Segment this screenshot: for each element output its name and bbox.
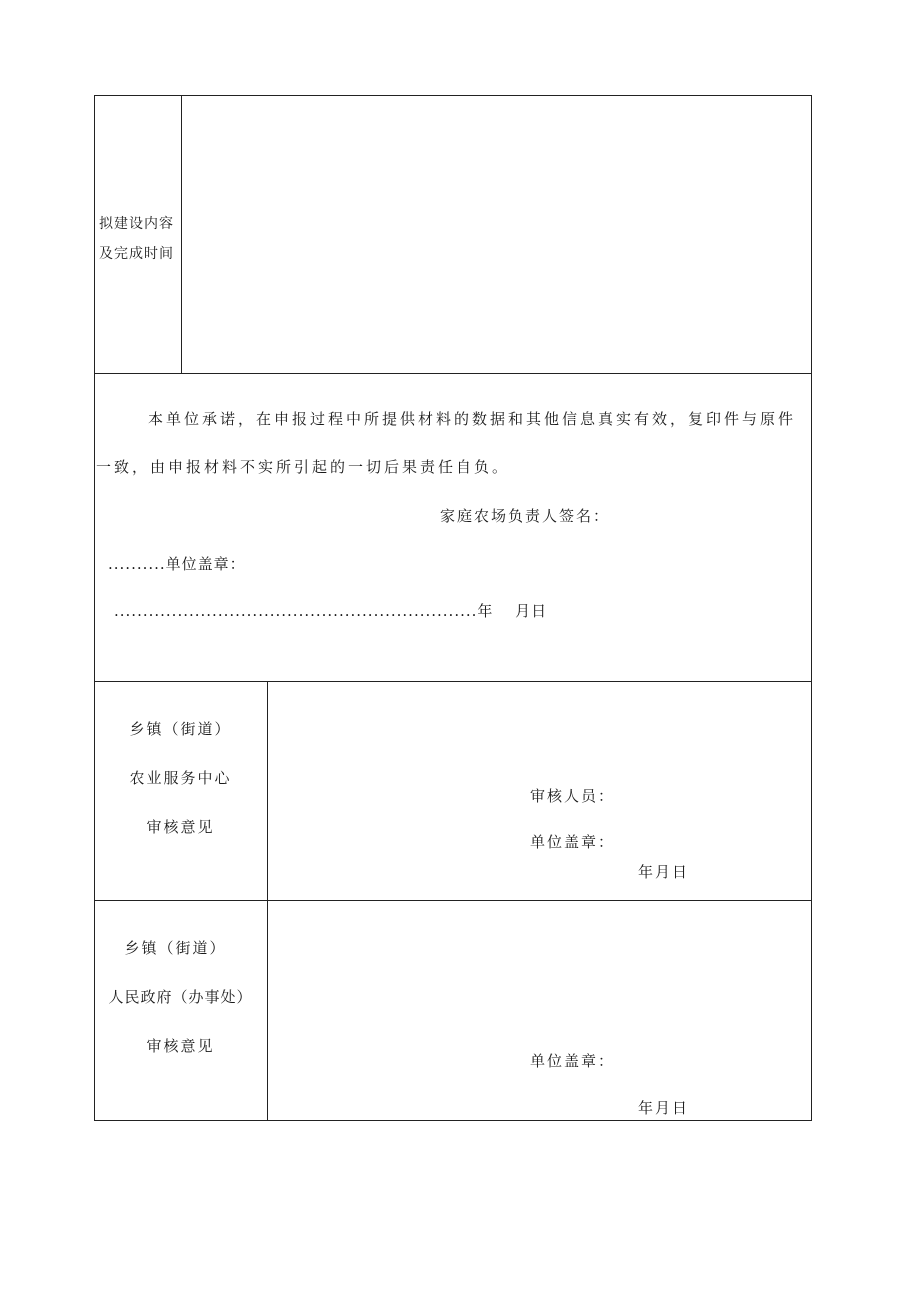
pledge-stamp-label: ..........单位盖章： [108, 555, 246, 573]
pledge-text-line2: 一致，由申报材料不实所引起的一切后果责任自负。 [96, 458, 511, 476]
farm-owner-signature-label: 家庭农场负责人签名： [440, 507, 611, 525]
service-center-label-line2: 农业服务中心 [129, 769, 232, 787]
pledge-date-label: ...............................................................年 月日 [114, 602, 548, 620]
reviewer-label: 审核人员： [530, 787, 616, 805]
government-label-line2: 人民政府（办事处） [108, 988, 253, 1006]
construction-content-label-line2: 及完成时间 [99, 246, 174, 262]
government-stamp-label: 单位盖章： [530, 1052, 616, 1070]
government-date-label: 年月日 [638, 1099, 690, 1117]
pledge-text-line1: 本单位承诺，在申报过程中所提供材料的数据和其他信息真实有效，复印件与原件 [148, 410, 797, 428]
row-divider-1 [94, 373, 812, 374]
service-center-label-line1: 乡镇（街道） [129, 720, 232, 738]
service-center-date-label: 年月日 [638, 863, 690, 881]
government-opinion-field[interactable] [268, 901, 811, 1120]
government-label-line3: 审核意见 [146, 1037, 215, 1055]
service-center-label-line3: 审核意见 [146, 818, 215, 836]
construction-content-field[interactable] [182, 96, 811, 373]
construction-content-label-line1: 拟建设内容 [99, 216, 174, 232]
service-center-stamp-label: 单位盖章： [530, 833, 616, 851]
government-label-line1: 乡镇（街道） [124, 939, 227, 957]
